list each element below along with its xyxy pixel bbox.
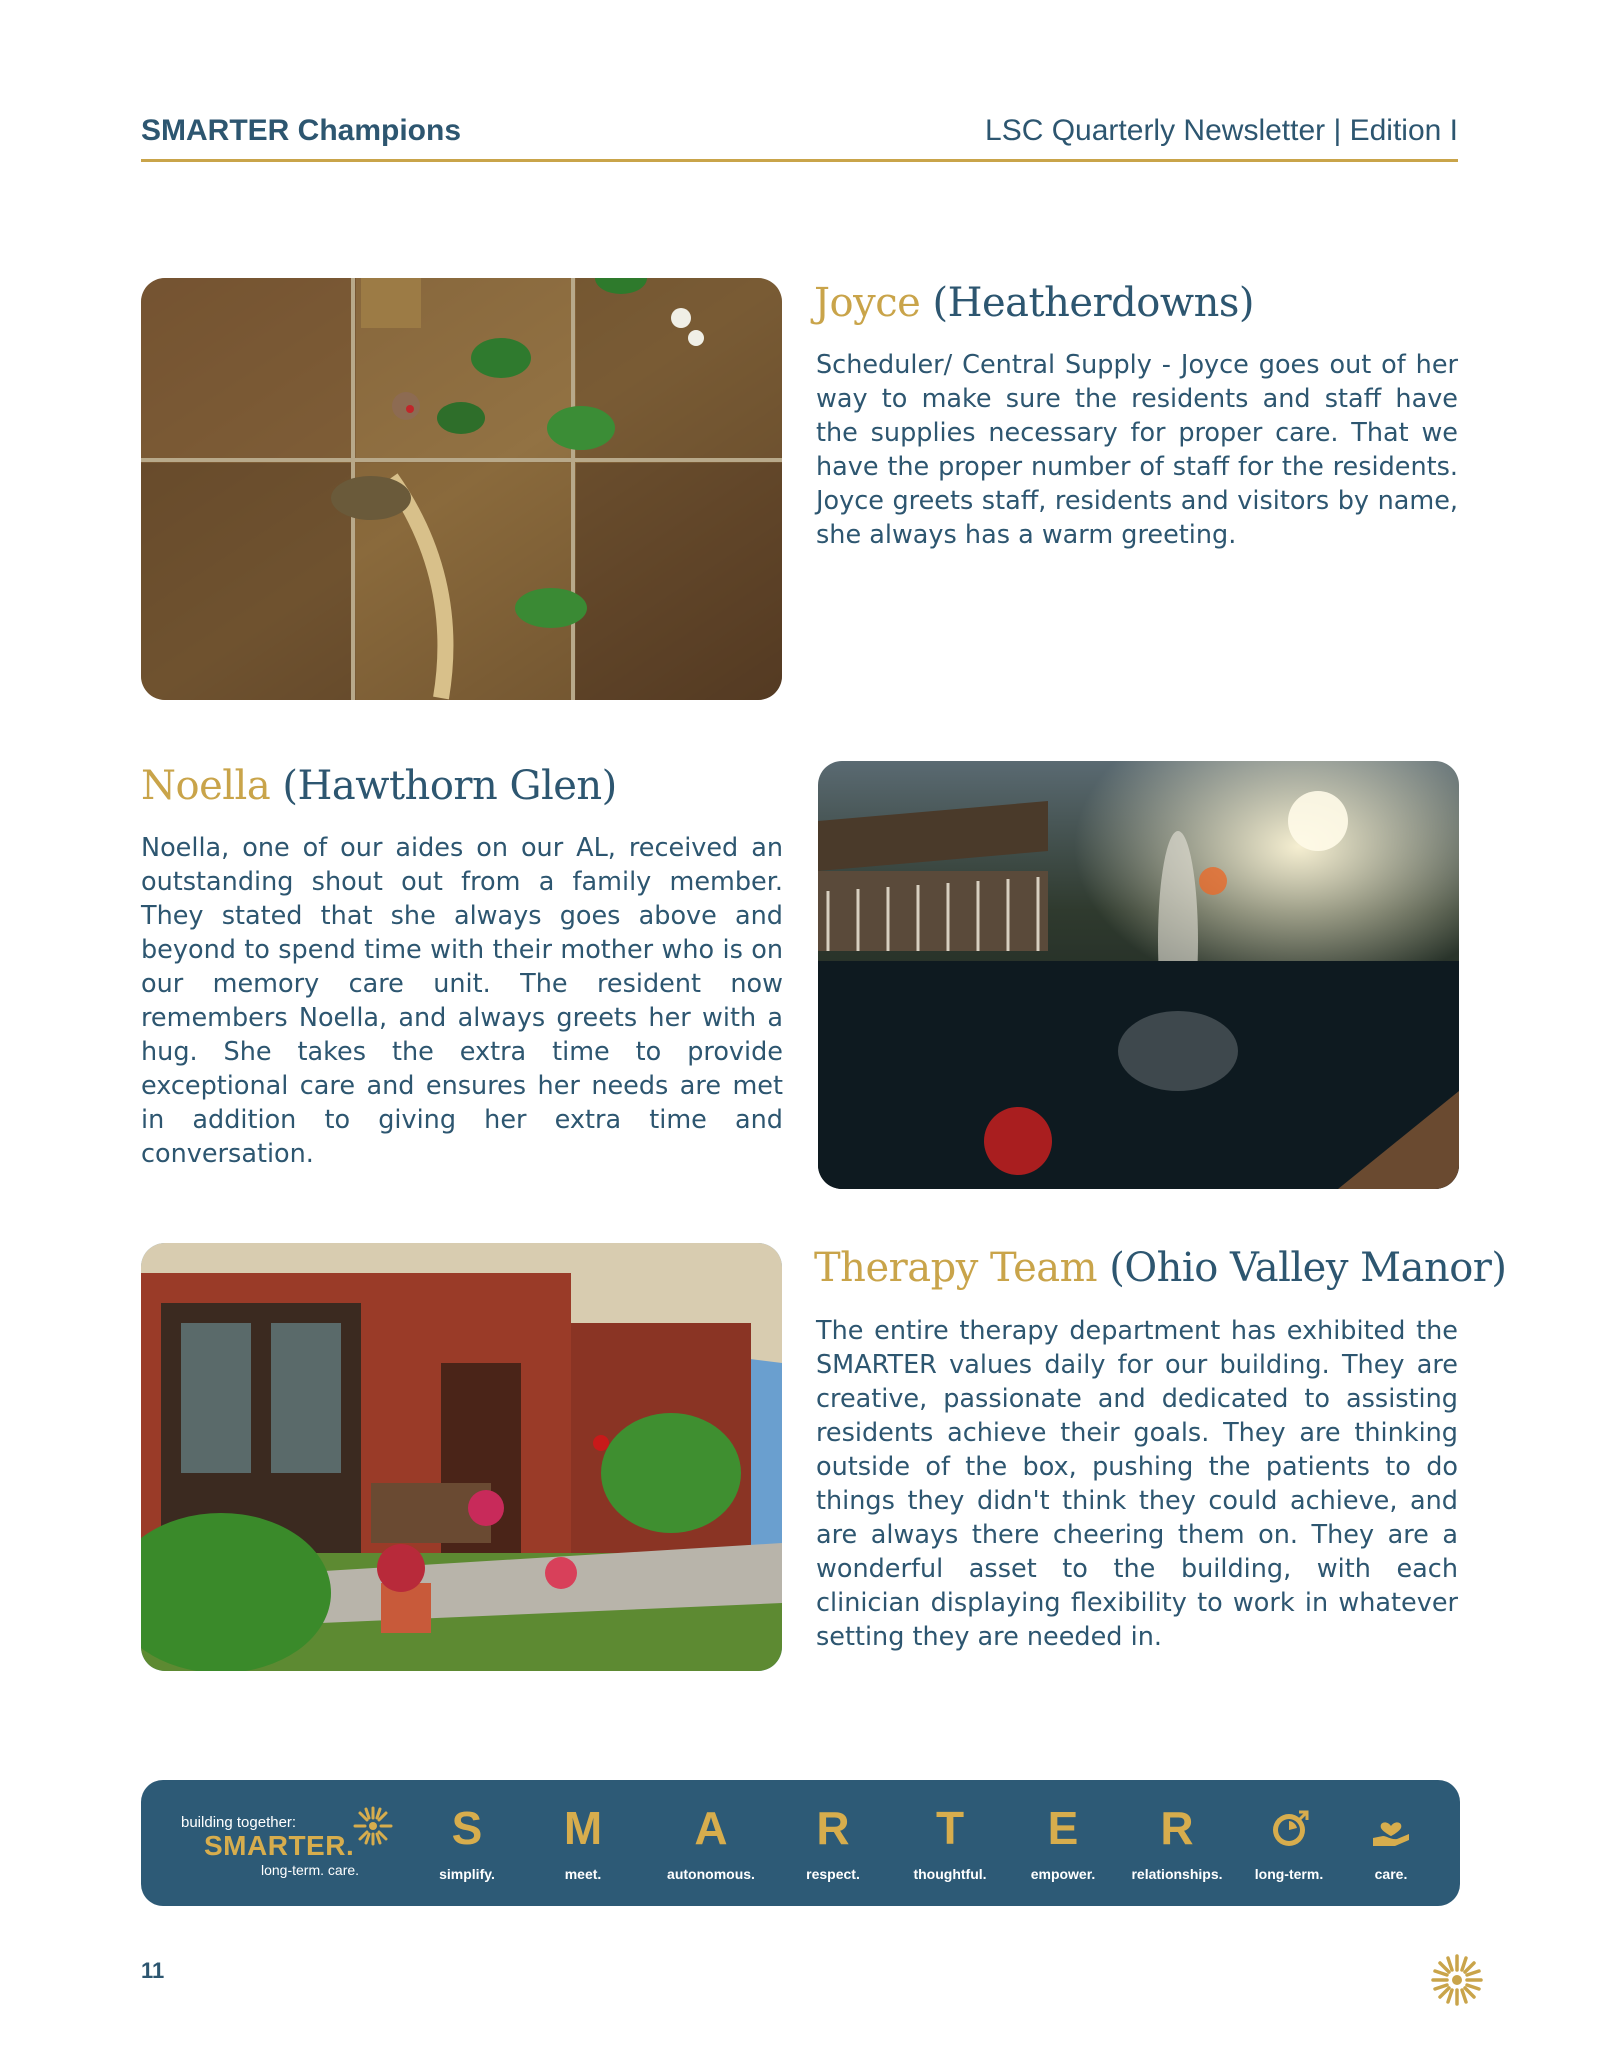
smarter-values-banner — [141, 1780, 1460, 1906]
fountain-photo — [818, 761, 1459, 1189]
value-thoughtful — [890, 1800, 1010, 1882]
champion-heading-joyce — [814, 280, 1254, 326]
value-letter: M — [563, 1802, 603, 1854]
value-letter: S — [451, 1802, 483, 1854]
starburst-icon — [1430, 1953, 1484, 2007]
value-word: meet. — [564, 1866, 602, 1882]
champion-text-therapy-team: The entire therapy department has exhibited the SMARTER values daily for our building. They are creative, passionate and dedicated to assisting residents achieve their goals. They are thinking outside of the box, pushing the patients to do things they didn't think they could achieve, and are always there cheering them on. They are a wonderful asset to the building, with each clinician displaying flexibility to work in whatever setting they are needed in. — [816, 1316, 1458, 1652]
value-care — [1331, 1800, 1451, 1882]
champion-name: Therapy Team — [814, 1245, 1098, 1291]
newsletter-title: LSC Quarterly Newsletter | Edition I — [985, 114, 1458, 147]
page-number: 11 — [141, 1958, 165, 1983]
value-meet — [523, 1800, 643, 1882]
value-word: thoughtful. — [913, 1866, 987, 1882]
value-empower — [1003, 1800, 1123, 1882]
page-header — [141, 108, 1458, 162]
value-word: care. — [1374, 1866, 1408, 1882]
value-relationships — [1117, 1800, 1237, 1882]
champion-text-noella: Noella, one of our aides on our AL, received an outstanding shout out from a family member. They stated that she always goes above and beyond to spend time with their mother who is on our memory care unit. The resident now remembers Noella, and always greets her with a hug. She takes the extra time to provide exceptional care and ensures her needs are met in addition to giving her extra time and conversation. — [141, 833, 783, 1169]
value-word: simplify. — [439, 1866, 495, 1882]
starburst-icon — [351, 1804, 395, 1848]
value-letter: R — [1160, 1802, 1194, 1854]
value-autonomous — [651, 1800, 771, 1882]
section-title: SMARTER Champions — [141, 114, 462, 147]
value-respect — [773, 1800, 893, 1882]
value-word: autonomous. — [667, 1866, 755, 1882]
value-word: empower. — [1030, 1866, 1096, 1882]
champion-name: Noella — [141, 763, 271, 809]
banner-brand: SMARTER. — [204, 1830, 355, 1861]
champion-heading-noella — [141, 763, 617, 809]
champion-heading-therapy-team — [814, 1245, 1507, 1291]
banner-tagline-top: building together: — [181, 1814, 297, 1831]
banner-tagline-bottom: long-term. care. — [261, 1862, 360, 1878]
champion-location: (Ohio Valley Manor) — [1109, 1245, 1507, 1291]
bird-photo — [141, 278, 782, 700]
champion-location: (Hawthorn Glen) — [282, 763, 617, 809]
value-word: relationships. — [1131, 1866, 1223, 1882]
value-word: long-term. — [1254, 1866, 1324, 1882]
value-letter: T — [935, 1802, 965, 1854]
champion-name: Joyce — [814, 280, 921, 326]
patio-photo — [141, 1243, 782, 1671]
caring-hand-heart-icon — [1369, 1806, 1413, 1850]
value-word: respect. — [806, 1866, 860, 1882]
value-letter: R — [816, 1802, 850, 1854]
value-letter: E — [1047, 1802, 1079, 1854]
value-simplify — [407, 1800, 527, 1882]
champion-location: (Heatherdowns) — [932, 280, 1254, 326]
value-letter: A — [694, 1802, 728, 1854]
clock-icon — [1267, 1806, 1311, 1850]
champion-text-joyce: Scheduler/ Central Supply - Joyce goes out of her way to make sure the residents and staff have the supplies necessary for proper care. That we have the proper number of staff for the residents. Joyce greets staff, residents and visitors by name, she always has a warm greeting. — [816, 350, 1458, 550]
